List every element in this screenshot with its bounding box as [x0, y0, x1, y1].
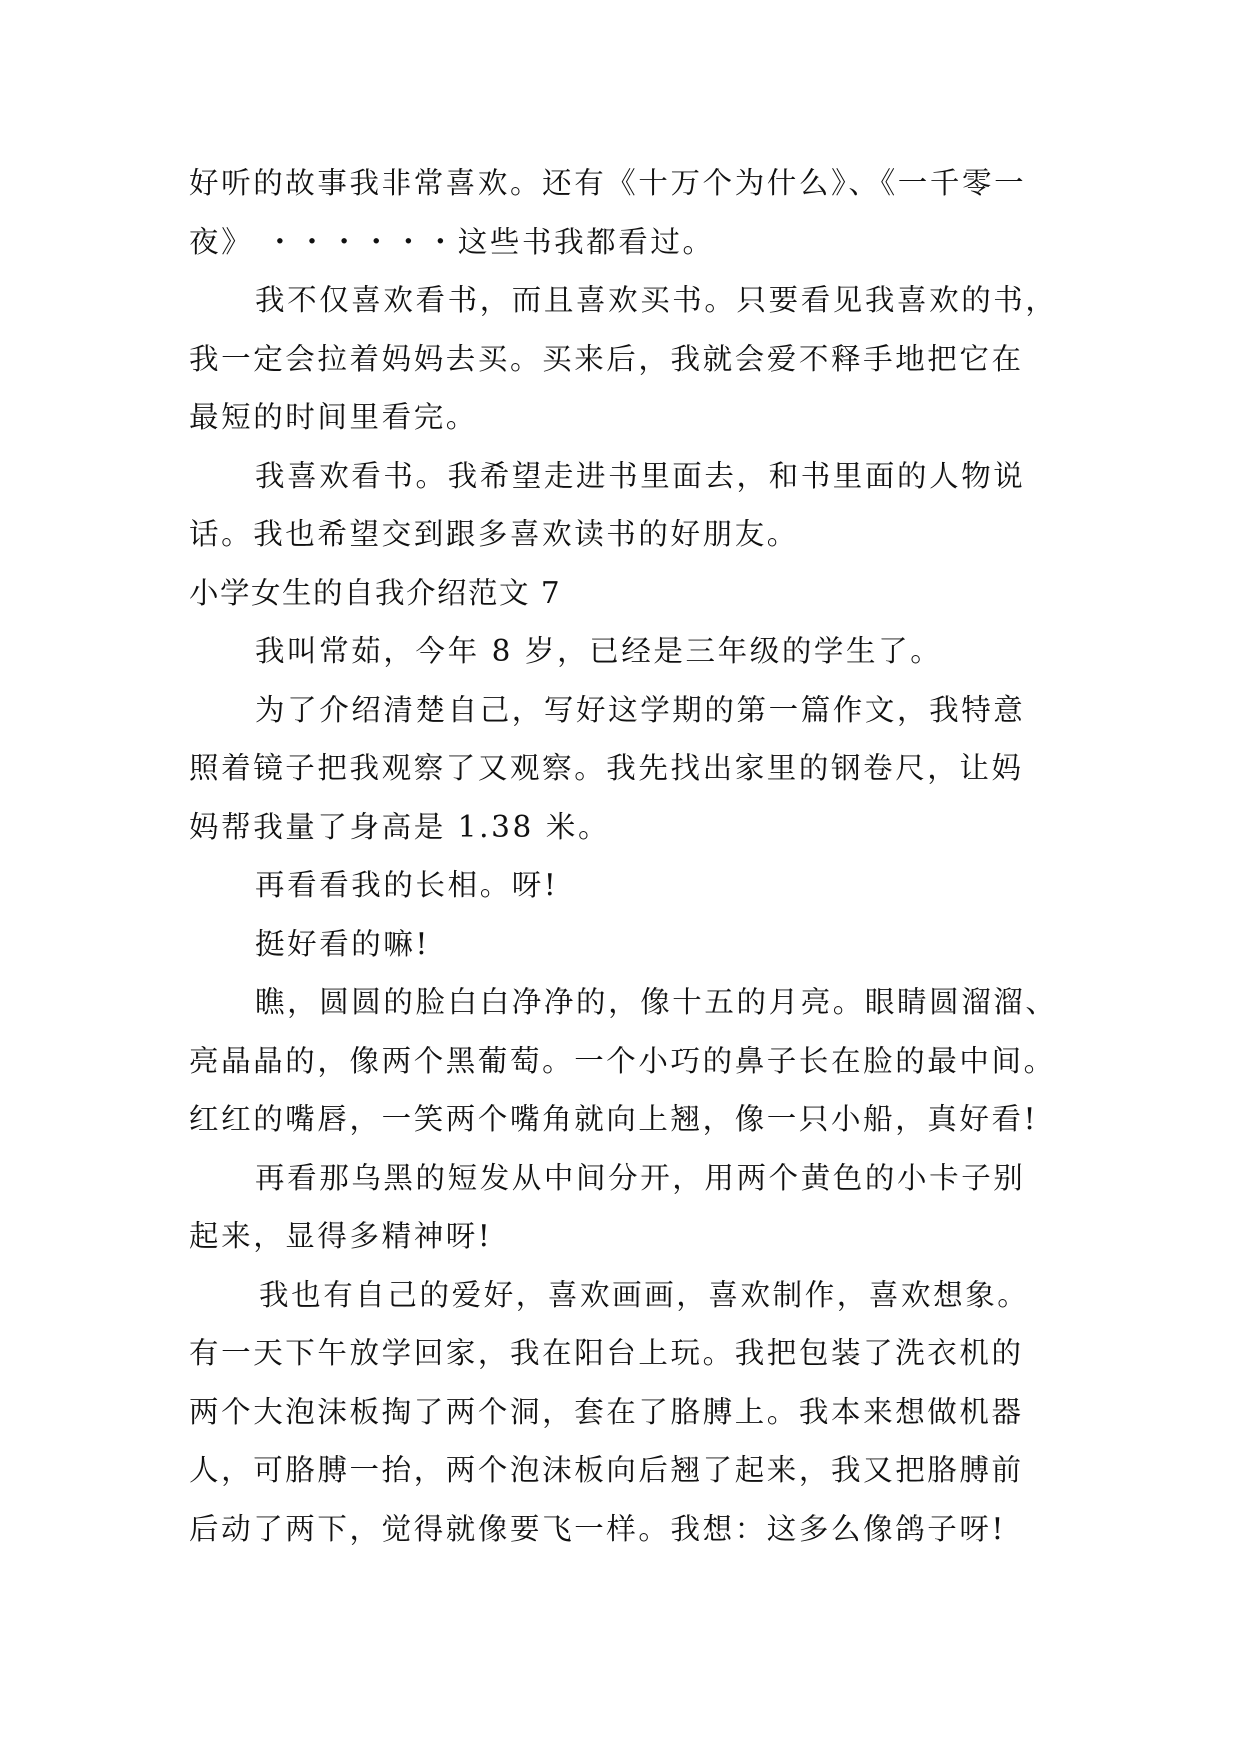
paragraph-start-line: 我不仅喜欢看书，而且喜欢买书。只要看见我喜欢的书， — [255, 283, 1058, 317]
text-line: 起来，显得多精神呀! — [189, 1219, 493, 1253]
text-line: 亮晶晶的，像两个黑葡萄。一个小巧的鼻子长在脸的最中间。 — [189, 1043, 1056, 1078]
text-line: 我一定会拉着妈妈去买。买来后，我就会爱不释手地把它在 — [189, 341, 1024, 376]
text-line: 红红的嘴唇，一笑两个嘴角就向上翘，像一只小船，真好看! — [189, 1102, 1039, 1136]
document-body — [189, 154, 1069, 1558]
text-line: 照着镜子把我观察了又观察。我先找出家里的钢卷尺，让妈 — [189, 751, 1024, 785]
text-line: 最短的时间里看完。 — [189, 400, 478, 434]
paragraph-start-line: 挺好看的嘛! — [255, 926, 430, 961]
paragraph-start-line: 为了介绍清楚自己，写好这学期的第一篇作文，我特意 — [255, 692, 1026, 727]
text-line: 好听的故事我非常喜欢。还有《十万个为什么》、《一千零一 — [189, 166, 1027, 200]
paragraph-start-line: 瞧，圆圆的脸白白净净的，像十五的月亮。眼睛圆溜溜、 — [255, 985, 1058, 1019]
text-line: 后动了两下，觉得就像要飞一样。我想：这多么像鸽子呀! — [189, 1511, 1006, 1546]
text-line: 妈帮我量了身高是 1.38 米。 — [189, 809, 611, 844]
paragraph-start-line: 我喜欢看书。我希望走进书里面去，和书里面的人物说 — [255, 458, 1026, 493]
paragraph-start-line: 我叫常茹，今年 8 岁，已经是三年级的学生了。 — [255, 634, 943, 668]
text-line: 两个大泡沫板掏了两个洞，套在了胳膊上。我本来想做机器 — [189, 1394, 1024, 1429]
section-heading: 小学女生的自我介绍范文 7 — [189, 575, 562, 610]
text-line: 有一天下午放学回家，我在阳台上玩。我把包装了洗衣机的 — [189, 1336, 1024, 1370]
text-line: 夜》 ・・・・・・这些书我都看过。 — [189, 224, 715, 259]
paragraph-start-line: 我也有自己的爱好，喜欢画画，喜欢制作，喜欢想象。 — [259, 1277, 1030, 1312]
text-line: 话。我也希望交到跟多喜欢读书的好朋友。 — [189, 517, 799, 551]
paragraph-start-line: 再看那乌黑的短发从中间分开，用两个黄色的小卡子别 — [255, 1160, 1026, 1195]
paragraph-start-line: 再看看我的长相。呀! — [255, 868, 559, 902]
text-line: 人，可胳膊一抬，两个泡沫板向后翘了起来，我又把胳膊前 — [189, 1453, 1024, 1487]
